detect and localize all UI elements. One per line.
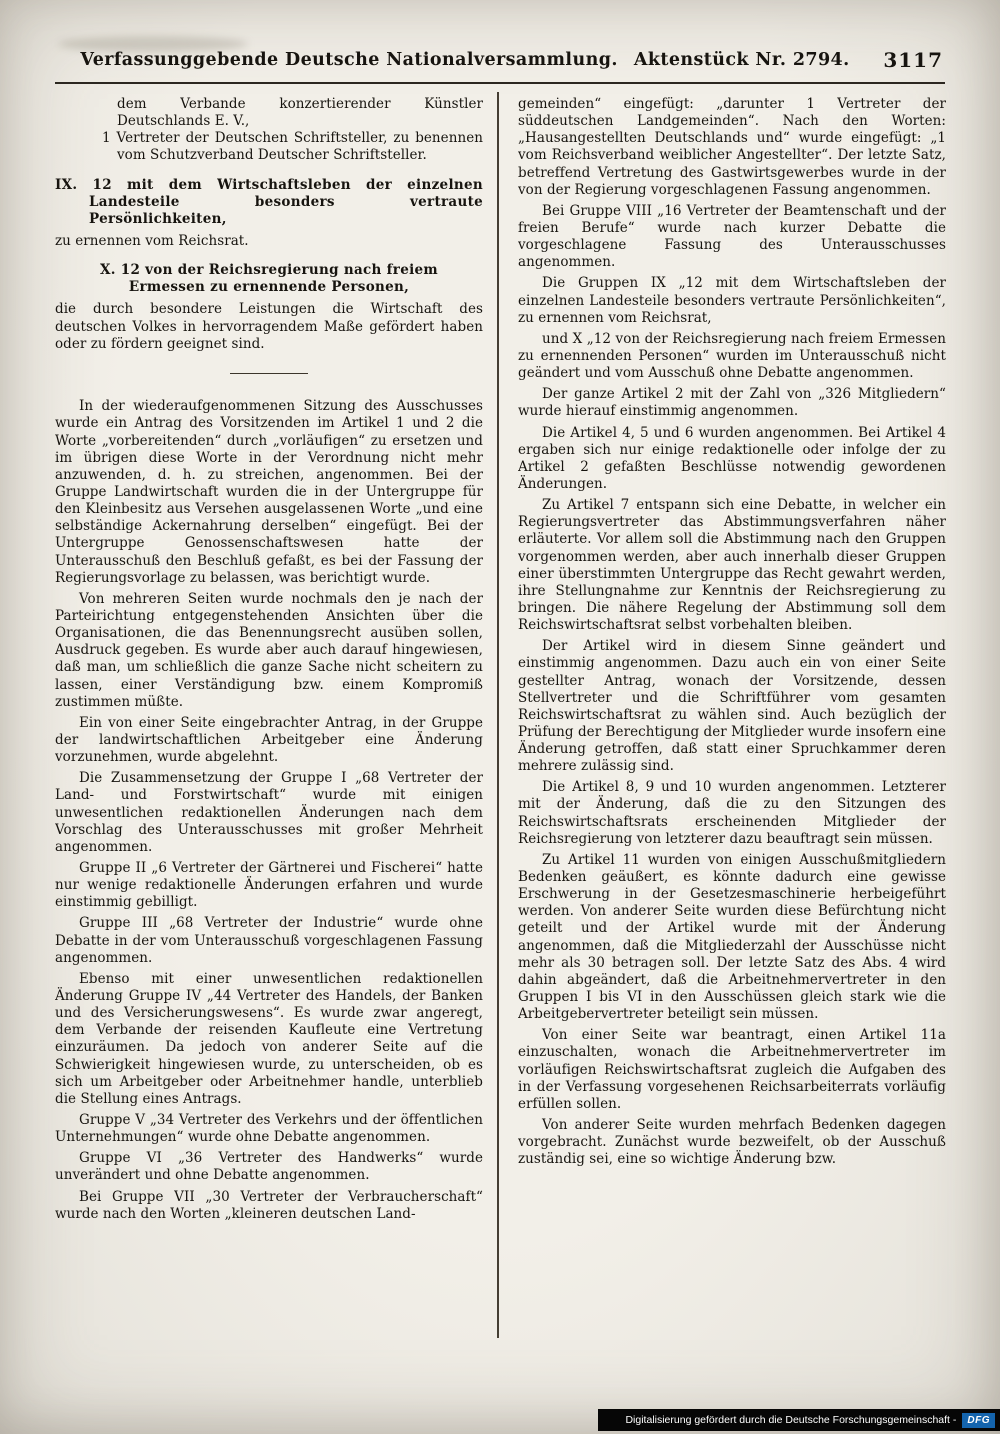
- paragraph: Der Artikel wird in diesem Sinne geändert und einstimmig angenommen. Dazu auch ein von einer Seite gestellter Antrag, wonach der Vorsitzende, dessen Stellvertreter und die Schriftführer vom gesamten Reichswirtschaftsrat zu wählen sind. Auch bezüglich der Prüfung der Berechtigung der Mitglieder wurde insofern eine Änderung getroffen, daß statt einer Spruchkammer deren mehrere zulässig sind.: [518, 638, 946, 775]
- paragraph: Die Gruppen IX „12 mit dem Wirtschaftsleben der einzelnen Landesteile besonders vertraute Persönlichkeiten“, zu ernennen vom Reichsrat,: [518, 275, 946, 326]
- paragraph: Zu Artikel 11 wurden von einigen Ausschußmitgliedern Bedenken geäußert, es könnte dadurch eine gewisse Erschwerung in der Gesetzesmaschinerie herbeigeführt werden. Von anderer Seite wurden diese Befürchtung nicht geteilt und der Artikel wurde mit der Änderung angenommen, daß die Mitgliederzahl der Ausschüsse nicht mehr als 30 betragen soll. Der letzte Satz des Abs. 4 wird dahin abgeändert, daß die Arbeitnehmervertreter in den Gruppen I bis VI in den Ausschüssen gleich stark wie die Arbeitgebervertreter beteiligt sein müssen.: [518, 851, 946, 1023]
- paragraph: Ein von einer Seite eingebrachter Antrag, in der Gruppe der landwirtschaftlichen Arbeitgeber eine Änderung vorzunehmen, wurde abgelehnt.: [55, 714, 483, 766]
- paragraph: Die Zusammensetzung der Gruppe I „68 Vertreter der Land- und Forstwirtschaft“ wurde mit einigen unwesentlichen redaktionellen Änderungen nach dem Vorschlag des Unterausschusses mit großer Mehrheit angenommen.: [55, 770, 483, 855]
- paragraph: Von mehreren Seiten wurde nochmals den je nach der Parteirichtung entgegenstehenden Ansichten über die Organisationen, die das Benennungsrecht ausüben sollen, Ausdruck gegeben. Es wurde aber auch darauf hingewiesen, daß man, um schließlich die ganze Sache nicht scheitern zu lassen, einer Verständigung bzw. einem Kompromiß zustimmen müßte.: [55, 590, 483, 710]
- paragraph: Bei Gruppe VII „30 Vertreter der Verbraucherschaft“ wurde nach den Worten „kleineren deutschen Land-: [55, 1188, 483, 1222]
- paragraph: Gruppe VI „36 Vertreter des Handwerks“ wurde unverändert und ohne Debatte angenommen.: [55, 1150, 483, 1184]
- paragraph: zu ernennen vom Reichsrat.: [55, 232, 249, 249]
- paragraph: Von einer Seite war beantragt, einen Artikel 11a einzuschalten, wonach die Arbeitnehmervertreter im vorläufigen Reichswirtschaftsrat zugleich die Aufgaben des in der Verfassung vorgesehenen Reichsarbeiterrats vorläufig erfüllen sollen.: [518, 1027, 946, 1112]
- column-divider: [497, 92, 499, 1338]
- header-rule: [55, 82, 945, 84]
- header-titles: [55, 50, 875, 70]
- page-number: 3117: [883, 48, 943, 72]
- journal-title: Verfassunggebende Deutsche Nationalversammlung.: [80, 50, 618, 70]
- paragraph: Gruppe V „34 Vertreter des Verkehrs und der öffentlichen Unternehmungen“ wurde ohne Debatte angenommen.: [55, 1111, 483, 1146]
- paragraph: und X „12 von der Reichsregierung nach freiem Ermessen zu ernennenden Personen“ wurden im Unterausschuß nicht geändert und vom Ausschuß ohne Debatte angenommen.: [518, 330, 946, 382]
- paragraph: Der ganze Artikel 2 mit der Zahl von „326 Mitgliedern“ wurde hierauf einstimmig angenommen.: [518, 386, 946, 420]
- document-number: Aktenstück Nr. 2794.: [633, 50, 850, 70]
- paragraph: In der wiederaufgenommenen Sitzung des Ausschusses wurde ein Antrag des Vorsitzenden im Artikel 1 und 2 die Worte „vorbereitenden“ durch „vorläufigen“ zu ersetzen und im übrigen diese Worte in der Verordnung nicht mehr anzuwenden, d. h. zu streichen, angenommen. Bei der Gruppe Landwirtschaft wurden die in der Untergruppe für den Kleinbesitz aus Versehen ausgelassenen Worte „und eine selbständige Ackernahrung derselben“ eingefügt. Bei der Untergruppe Genossenschaftswesen hatte der Unterausschuß den Beschluß gefaßt, es bei der Fassung der Regierungsvorlage zu belassen, was berichtigt wurde.: [55, 398, 483, 586]
- paragraph: Bei Gruppe VIII „16 Vertreter der Beamtenschaft und der freien Berufe“ wurde nach kurzer Debatte die vorgeschlagene Fassung des Unterausschusses angenommen.: [518, 202, 946, 271]
- paragraph: Die Artikel 8, 9 und 10 wurden angenommen. Letzterer mit der Änderung, daß die zu den Sitzungen des Reichswirtschaftsrats erscheinenden Mitglieder der Reichsregierung von letzterer dazu beauftragt sein müssen.: [518, 779, 946, 847]
- left-column: [55, 96, 483, 1340]
- paragraph: Die Artikel 4, 5 und 6 wurden angenommen. Bei Artikel 4 ergaben sich nur einige redaktionelle oder infolge der zu Artikel 2 gefaßten Beschlüsse notwendig gewordenen Änderungen.: [518, 424, 946, 492]
- paragraph: Gruppe III „68 Vertreter der Industrie“ wurde ohne Debatte in der vom Unterausschuß vorgeschlagenen Fassung angenommen.: [55, 915, 483, 966]
- digitization-bar: [598, 1409, 1000, 1431]
- paragraph: Zu Artikel 7 entspann sich eine Debatte, in welcher ein Regierungsvertreter das Abstimmungsverfahren näher erläuterte. Vor allem soll die Abstimmung nach den Gruppen vorgenommen werden, aber auch innerhalb dieser Gruppen einer überstimmten Untergruppe das Recht gewahrt werden, ihre Stellungnahme zur Kenntnis der Reichsregierung zu bringen. Die nähere Regelung der Abstimmung soll dem Reichswirtschaftsrat selbst vorbehalten bleiben.: [518, 497, 946, 634]
- paragraph: Gruppe II „6 Vertreter der Gärtnerei und Fischerei“ hatte nur wenige redaktionelle Änderungen erfahren und wurde einstimmig gebilligt.: [55, 859, 483, 911]
- section-heading: IX. 12 mit dem Wirtschaftsleben der einzelnen Landesteile besonders vertraute Persönlichkeiten,: [55, 176, 483, 227]
- paragraph: gemeinden“ eingefügt: „darunter 1 Vertreter der süddeutschen Landgemeinden“. Nach den Worten: „Hausangestellten Deutschlands und“ wurde eingefügt: „1 vom Reichsverband weiblicher Angestellter“. Der letzte Satz, betreffend Vertretung des Gastwirtsgewerbes wurde in der von der Regierung vorgeschlagenen Fassung angenommen.: [518, 96, 946, 198]
- paragraph: die durch besondere Leistungen die Wirtschaft des deutschen Volkes in hervorragendem Maße gefördert haben oder zu fördern geeignet sind.: [55, 301, 483, 352]
- right-column: [518, 96, 946, 1340]
- section-heading: X. 12 von der Reichsregierung nach freiem Ermessen zu ernennende Personen,: [100, 262, 438, 296]
- page-header: [55, 48, 945, 76]
- section-divider: [230, 373, 308, 375]
- digitization-note: Digitalisierung gefördert durch die Deutsche Forschungsgemeinschaft -: [625, 1414, 957, 1426]
- paragraph: dem Verbande konzertierender Künstler Deutschlands E. V.,: [117, 96, 483, 130]
- paragraph: 1 Vertreter der Deutschen Schriftsteller, zu benennen vom Schutzverband Deutscher Schriftsteller.: [102, 130, 483, 164]
- dfg-logo: DFG: [962, 1413, 995, 1428]
- paragraph: Ebenso mit einer unwesentlichen redaktionellen Änderung Gruppe IV „44 Vertreter des Handels, der Banken und des Versicherungswesens“. Es wurde zwar angeregt, dem Verbande der reisenden Kaufleute eine Vertretung einzuräumen. Da jedoch von anderer Seite auf die Schwierigkeit hingewiesen wurde, zu unterscheiden, ob es sich um Arbeitgeber oder Arbeitnehmer handle, unterblieb die Stellung eines Antrags.: [55, 970, 483, 1107]
- paragraph: Von anderer Seite wurden mehrfach Bedenken dagegen vorgebracht. Zunächst wurde bezweifelt, ob der Ausschuß zuständig sei, eine so wichtige Änderung bzw.: [518, 1117, 946, 1168]
